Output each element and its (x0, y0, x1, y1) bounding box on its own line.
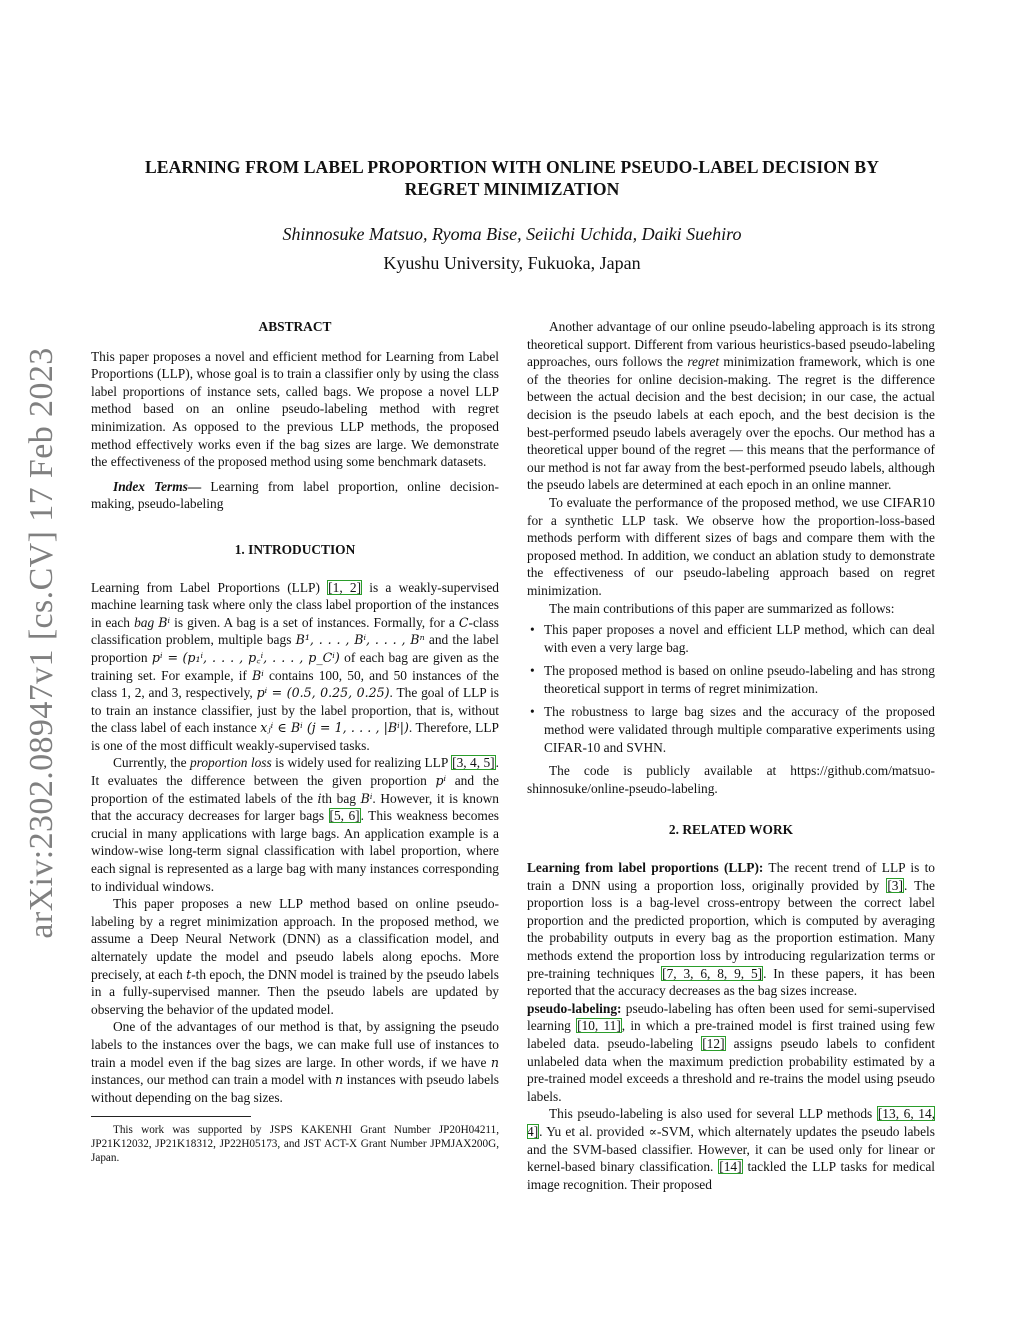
text: The recent trend of LLP is to train a DNN using a proportion loss, originally provided by (527, 860, 935, 893)
contributions-list (527, 621, 935, 756)
footnote-divider (91, 1116, 251, 1117)
index-terms-text: Learning from label proportion, online decision-making, pseudo-labeling (91, 478, 499, 512)
text: One of the advantages of our method is that, by assigning the pseudo labels to the instances over the bags, we can make full use of instances to train a model even if the bag sizes are large. In other words, if we have (91, 1019, 499, 1070)
text: Learning from Label Proportions (LLP) (91, 579, 328, 595)
text: . The goal of LLP is to train an instance classifier, just by the label proportion, that is, without the class label of each instance (91, 685, 499, 736)
text: , in which a pre-trained model is first trained using few labeled data. pseudo-labeling (527, 1018, 935, 1051)
text: and the label proportion (91, 632, 499, 665)
math-inline: n (490, 1054, 499, 1070)
math-inline: pⁱ = (151, 649, 179, 665)
authors: Shinnosuke Matsuo, Ryoma Bise, Seiichi Uchida, Daiki Suehiro (282, 224, 742, 244)
text: Currently, the (113, 755, 190, 771)
code-availability: The code is publicly available at https://github.com/matsuo-shinnosuke/online-pseudo-labeling. (527, 763, 935, 796)
title-line-2: REGRET MINIMIZATION (404, 179, 620, 199)
funding-footnote: This work was supported by JSPS KAKENHI Grant Number JP20H04211, JP21K12032, JP21K18312, JP22H05173, and JST ACT-X Grant Number JPMJAX200G, Japan. (91, 1124, 499, 1165)
text: th bag (321, 790, 361, 806)
list-item-text: The proposed method is based on online pseudo-labeling and has strong theoretical support in terms of regret minimization. (544, 663, 935, 696)
text: . Yu et al. provided (539, 1123, 649, 1139)
list-item (527, 621, 935, 656)
affiliation: Kyushu University, Fukuoka, Japan (383, 253, 641, 273)
math-inline: n (335, 1072, 344, 1088)
citation-link[interactable]: [7, 3, 6, 8, 9, 5] (662, 965, 763, 981)
math-inline: (p₁ⁱ, . . . , p꜀ⁱ, . . . , p_Cⁱ) (182, 649, 340, 665)
text: instances, our method can train a model with (91, 1072, 336, 1088)
citation-link[interactable]: [1, 2] (328, 579, 362, 595)
math-inline: Bⁱ (360, 790, 373, 806)
citation-link[interactable]: [10, 11] (577, 1018, 621, 1034)
text: of each bag are given as the training set. For example, if (91, 649, 499, 683)
intro-paragraph-4 (91, 1018, 499, 1106)
citation-link[interactable]: [14] (719, 1159, 742, 1175)
term-proportion-loss: proportion loss (189, 755, 272, 771)
right-paragraph-3: The main contributions of this paper are summarized as follows: (549, 600, 895, 616)
run-in-heading: pseudo-labeling: (527, 1000, 622, 1016)
text: . This weakness becomes crucial in many applications with large bags. An application example is a window-wise long-term signal classification with label proportion, where each signal is represented as a large bag with many instances corresponding to individual windows. (91, 808, 499, 894)
term-bag: bag (134, 614, 155, 630)
text: instances with pseudo labels without depending on the bag sizes. (91, 1072, 499, 1105)
text: . The proportion loss is a bag-level cross-entropy between the correct label proportion and the predicted proportion, which is computed by averaging the probability outputs in every bag as the proportion estimation. Many methods extend the proportion loss by introducing regularization terms or pre-training techniques (527, 877, 936, 981)
arxiv-stamp-text: arXiv:2302.08947v1 [cs.CV] 17 Feb 2023 (23, 347, 60, 939)
related-llp-pseudo-paragraph (527, 1105, 935, 1193)
right-paragraph-2: To evaluate the performance of the proposed method, we use CIFAR10 for a synthetic LLP task. We observe how the proportion-loss-based methods perform with different sizes of bags and compare them with the proposed method. In addition, we conduct an ablation study to demonstrate the effectiveness of our pseudo-labeling approach based on regret minimization. (527, 494, 935, 598)
citation-link[interactable]: [13, 6, 14, 4] (527, 1106, 935, 1139)
list-item (527, 703, 935, 756)
math-inline: t (186, 966, 192, 982)
right-paragraph-1 (527, 318, 935, 494)
math-inline: Bⁱ (252, 667, 264, 683)
text: minimization framework, which is one of the theories for online decision-making. The regret is the difference between the actual decision and the best decision; in our case, the actual decision is the pseudo labels at each epoch, and the best decision is the best-performed pseudo labels averagely over the epochs. Our method has a theoretical upper bound of the regret — this means that the performance of our method is not far away from the best-performed pseudo labels, although the pseudo labels are determined at each epoch in an online manner. (527, 354, 935, 493)
intro-heading: 1. INTRODUCTION (234, 541, 356, 557)
index-terms-label: Index Terms— (113, 478, 202, 494)
bullet-icon: • (530, 704, 535, 720)
math-inline: Bⁱ (158, 614, 171, 630)
citation-link[interactable]: [12] (702, 1035, 725, 1051)
text: -SVM, which alternately updates the pseudo labels and the SVM-based classifier. However, it can be used only for linear or kernel-based binary classification. (527, 1123, 935, 1175)
abstract-heading: ABSTRACT (258, 319, 332, 334)
bullet-icon: • (530, 622, 535, 638)
intro-paragraph-2 (91, 754, 499, 895)
citation-link[interactable]: [5, 6] (329, 808, 360, 824)
math-inline: pⁱ = (0.5, 0.25, 0.25) (256, 685, 390, 701)
text: assigns pseudo labels to confident unlabeled data when the maximum prediction probability estimated by a pre-trained model exceeds a threshold and re-trains the model using pseudo labels. (527, 1035, 935, 1104)
math-inline: B¹, . . . , Bⁱ, . . . , Bⁿ (295, 632, 425, 648)
right-column (527, 318, 935, 1193)
math-inline: pⁱ (435, 773, 447, 789)
text: . In these papers, it has been reported that the accuracy decreases as the bag sizes increase. (527, 965, 935, 999)
math-inline: xⱼⁱ ∈ Bⁱ (j = 1, . . . , |Bⁱ|) (260, 720, 409, 736)
text: This paper proposes a new LLP method based on online pseudo-labeling by a regret minimization approach. In the proposed method, we assume a Deep Neural Network (DNN) as a classification model, and alternately update the model and pseudo labels along epochs. More precisely, at each (91, 896, 499, 982)
term-regret: regret (687, 354, 720, 370)
paper-title (80, 156, 944, 200)
title-line-1: LEARNING FROM LABEL PROPORTION WITH ONLINE PSEUDO-LABEL DECISION BY (144, 157, 880, 177)
text: is widely used for realizing LLP (271, 755, 452, 771)
citation-link[interactable]: [3] (887, 877, 903, 893)
math-inline: C (458, 614, 469, 630)
text: . Therefore, LLP is one of the most difficult weakly-supervised tasks. (91, 720, 499, 753)
left-column (91, 318, 499, 1165)
text: -th epoch, the DNN model is trained by the pseudo labels in a fully-supervised manner. Then the pseudo labels are updated by observing the behavior of the updated model. (91, 966, 499, 1017)
list-item-text: This paper proposes a novel and efficient LLP method, which can deal with even a very large bag. (544, 622, 935, 655)
math-inline: i (317, 790, 322, 806)
text: -class classification problem, multiple bags (91, 614, 499, 648)
text: contains 100, 50, and 50 instances of the class 1, 2, and 3, respectively, (91, 667, 499, 701)
arxiv-stamp (14, 348, 70, 938)
related-pseudo-labeling-paragraph (527, 1000, 935, 1106)
related-llp-paragraph (527, 859, 935, 1000)
text: is given. A bag is a set of instances. Formally, for a (170, 614, 459, 630)
text: . However, it is known that the accuracy decreases for larger bags (91, 790, 500, 824)
text: and the proportion of the estimated labels of the (91, 773, 499, 806)
text: tackled the LLP tasks for medical image recognition. Their proposed (527, 1159, 935, 1192)
text: is a weakly-supervised machine learning task where only the class label proportion of the instances in each (91, 579, 499, 630)
run-in-heading: Learning from label proportions (LLP): (527, 860, 764, 876)
intro-paragraph-1 (91, 579, 499, 755)
index-terms (91, 478, 499, 513)
text: Another advantage of our online pseudo-labeling approach is its strong theoretical support. Different from various heuristics-based pseudo-labeling approaches, ours follows the (527, 319, 935, 370)
citation-link[interactable]: [3, 4, 5] (452, 755, 495, 771)
text: . It evaluates the difference between the given proportion (91, 755, 499, 789)
list-item-text: The robustness to large bag sizes and the accuracy of the proposed method were validated through multiple comparative experiments using CIFAR-10 and SVHN. (544, 704, 935, 755)
text: pseudo-labeling has often been used for semi-supervised learning (527, 1000, 935, 1034)
list-item (527, 662, 935, 697)
math-inline: ∝ (648, 1123, 657, 1139)
text: This pseudo-labeling is also used for several LLP methods (549, 1106, 877, 1122)
related-work-heading: 2. RELATED WORK (668, 822, 794, 838)
bullet-icon: • (530, 663, 535, 679)
intro-paragraph-3 (91, 895, 499, 1018)
abstract-text: This paper proposes a novel and efficient method for Learning from Label Proportions (LLP), whose goal is to train a classifier only by using the class label proportions of instance sets, called bags. We propose a novel LLP method based on an online pseudo-labeling method with regret minimization. As opposed to the previous LLP methods, the proposed method effectively works even if the bag sizes are large. We demonstrate the effectiveness of the proposed method using some benchmark datasets. (91, 348, 499, 470)
